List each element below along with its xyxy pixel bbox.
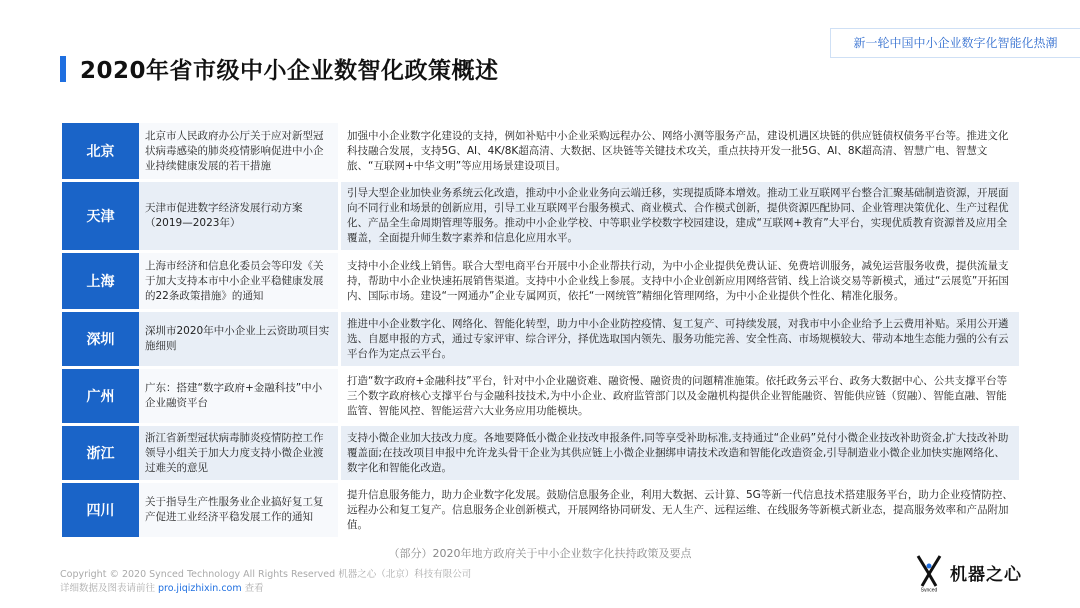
policy-title-cell: 上海市经济和信息化委员会等印发《关于加大支持本市中小企业平稳健康发展的22条政策措施》的通知 (139, 253, 338, 309)
table-row (62, 483, 1019, 537)
policy-description-cell: 加强中小企业数字化建设的支持，例如补贴中小企业采购远程办公、网络小测等服务产品，建设机遇区块链的供应链债权债务平台等。推进文化科技融合发展，支持5G、AI、4K/8K超高清、大数据、区块链等关键技术攻关，重点扶持开发一批5G、AI、8K超高清、智慧广电、智慧文旅、“互联网+中华文明”等应用场景建设项目。 (338, 123, 1019, 179)
details-prefix: 详细数据及图表请前往 (60, 583, 159, 594)
policy-table (62, 120, 1019, 540)
details-suffix: 查看 (241, 583, 264, 594)
policy-description-cell: 引导大型企业加快业务系统云化改造，推动中小企业业务向云端迁移，实现提质降本增效。推动工业互联网平台整合汇聚基础制造资源，开展面向不同行业和场景的创新应用，引导工业互联网平台服务模式、商业模式、合作模式创新，提供资源匹配协同、企业管理决策优化、生产过程优化、产品全生命周期管理等服务。推动中小企业学校、中等职业学校数字校园建设，建成“互联网+教育”大平台，实现优质教育资源普及应用全覆盖，全面提升师生数字素养和信息化应用水平。 (338, 182, 1019, 250)
policy-description-cell: 推进中小企业数字化、网络化、智能化转型，助力中小企业防控疫情、复工复产、可持续发展，对我市中小企业给予上云费用补贴。采用公开遴选、自愿申报的方式，通过专家评审、综合评分，择优选取国内领先、服务功能完善、安全性高、市场规模较大、带动本地生态能力强的公有云平台作为定点云平台。 (338, 312, 1019, 366)
policy-title-cell: 北京市人民政府办公厅关于应对新型冠状病毒感染的肺炎疫情影响促进中小企业持续健康发展的若干措施 (139, 123, 338, 179)
table-row (62, 369, 1019, 423)
table-row (62, 426, 1019, 480)
synced-logo-icon (914, 552, 944, 592)
synced-logo (914, 552, 1022, 592)
policy-title-cell: 深圳市2020年中小企业上云资助项目实施细则 (139, 312, 338, 366)
table-row (62, 253, 1019, 309)
policy-title-cell: 浙江省新型冠状病毒肺炎疫情防控工作领导小组关于加大力度支持小微企业渡过难关的意见 (139, 426, 338, 480)
city-cell: 北京 (62, 123, 139, 179)
city-cell: 广州 (62, 369, 139, 423)
page-title: 2020年省市级中小企业数智化政策概述 (80, 58, 499, 84)
logo-sub-text: Synced (920, 587, 938, 592)
city-cell: 深圳 (62, 312, 139, 366)
city-cell: 天津 (62, 182, 139, 250)
table-row (62, 182, 1019, 250)
city-cell: 上海 (62, 253, 139, 309)
title-accent-bar (60, 56, 66, 82)
pro-site-link[interactable]: pro.jiqizhixin.com (158, 583, 242, 594)
city-cell: 浙江 (62, 426, 139, 480)
logo-text: 机器之心 (950, 564, 1022, 585)
table-row (62, 123, 1019, 179)
policy-description-cell: 支持中小企业线上销售。联合大型电商平台开展中小企业帮扶行动，为中小企业提供免费认证、免费培训服务，减免运营服务收费，提供流量支持，帮助中小企业快速拓展销售渠道。支持中小企业线上参展。支持中小企业创新应用网络营销、线上洽谈交易等新模式，通过“云展览”开拓国内、国际市场。建设“一网通办”企业专属网页，依托“一网统管”精细化管理网络，为中小企业提供个性化、精准化服务。 (338, 253, 1019, 309)
copyright-text: Copyright © 2020 Synced Technology All Rights Reserved 机器之心（北京）科技有限公司 (60, 569, 472, 580)
header-tag: 新一轮中国中小企业数字化智能化热潮 (830, 28, 1080, 58)
table-caption: （部分）2020年地方政府关于中小企业数字化扶持政策及要点 (388, 547, 692, 560)
footer-details (60, 582, 471, 596)
footer (60, 568, 471, 596)
table-row (62, 312, 1019, 366)
policy-title-cell: 广东：搭建“数字政府+金融科技”中小企业融资平台 (139, 369, 338, 423)
policy-description-cell: 打造“数字政府+金融科技”平台，针对中小企业融资难、融资慢、融资贵的问题精准施策。依托政务云平台、政务大数据中心、公共支撑平台等三个数字政府核心支撑平台与金融科技技术,为中小企业、政府监管部门以及金融机构提供企业智能融资、智能供应链（贸融）、智能直融、智能监管、智能风控、智能运营六大业务应用功能模块。 (338, 369, 1019, 423)
policy-title-cell: 关于指导生产性服务业企业搞好复工复产促进工业经济平稳发展工作的通知 (139, 483, 338, 537)
policy-table-body (62, 123, 1019, 537)
policy-title-cell: 天津市促进数字经济发展行动方案（2019—2023年） (139, 182, 338, 250)
policy-description-cell: 支持小微企业加大技改力度。各地要降低小微企业技改申报条件,同等享受补助标准,支持通过“企业码”兑付小微企业技改补助资金,扩大技改补助覆盖面;在技改项目申报中允许龙头骨干企业为其供应链上小微企业捆绑申请技术改造和智能化改造资金,引导制造业小微企业加快实施网络化、数字化和智能化改造。 (338, 426, 1019, 480)
policy-description-cell: 提升信息服务能力，助力企业数字化发展。鼓励信息服务企业，利用大数据、云计算、5G等新一代信息技术搭建服务平台，助力企业疫情防控、远程办公和复工复产。信息服务企业创新模式，开展网络协同研发、无人生产、远程运维、在线服务等新模式新业态，提高服务效率和产品附加值。 (338, 483, 1019, 537)
city-cell: 四川 (62, 483, 139, 537)
